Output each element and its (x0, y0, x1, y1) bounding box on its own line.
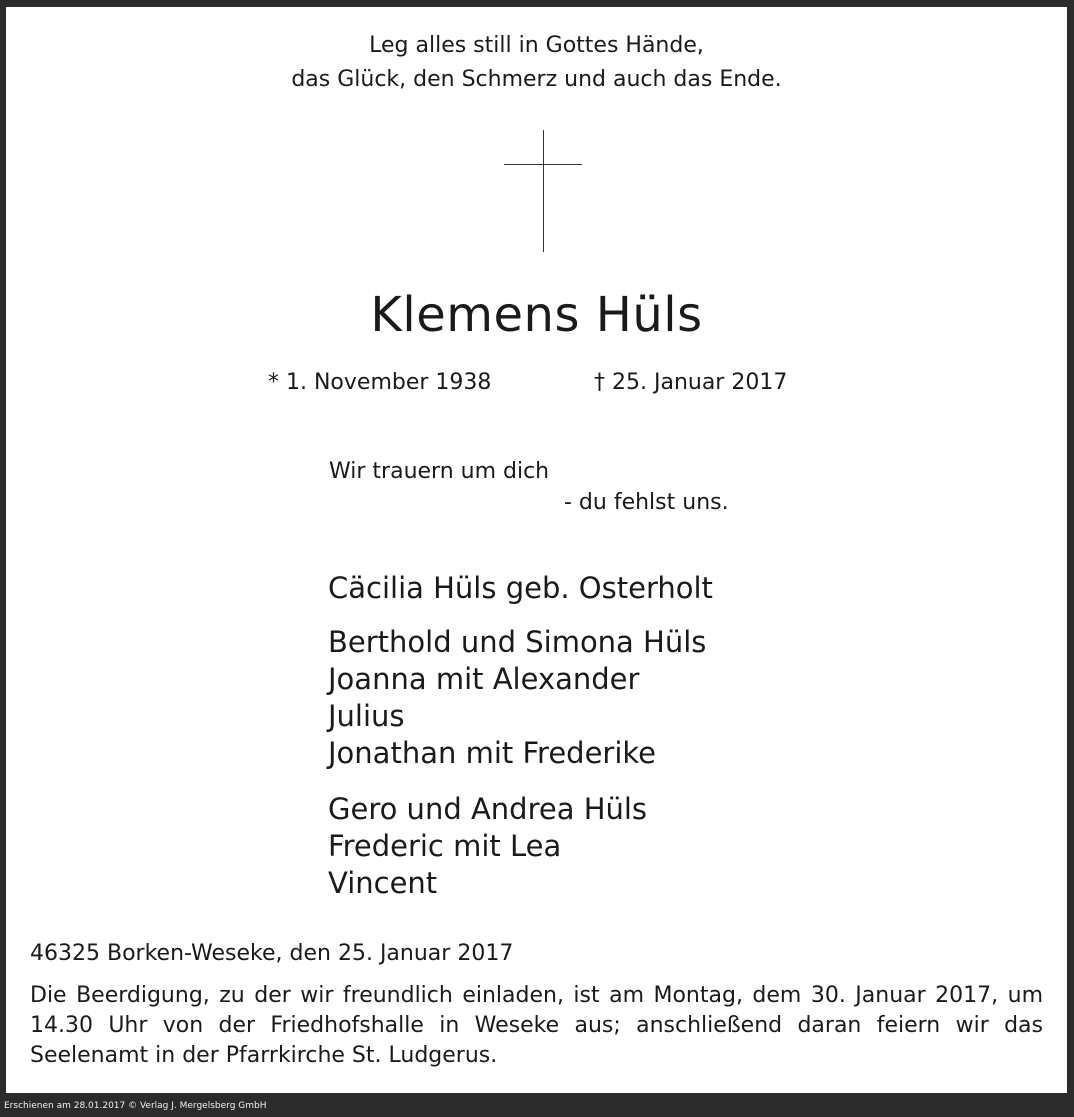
family-member: Joanna mit Alexander (328, 662, 640, 696)
poem-line-1: Leg alles still in Gottes Hände, (369, 33, 704, 58)
death-date: † 25. Januar 2017 (594, 370, 788, 395)
family-member: Jonathan mit Frederike (328, 736, 656, 770)
family-group-berthold (328, 624, 706, 772)
cross-vertical-bar (543, 130, 544, 252)
place-and-date: 46325 Borken-Weseke, den 25. Januar 2017 (30, 941, 514, 966)
publication-footer: Erschienen am 28.01.2017 © Verlag J. Mergelsberg GmbH (4, 1101, 267, 1111)
funeral-notice: Die Beerdigung, zu der wir freundlich einladen, ist am Montag, dem 30. Januar 2017, um 14.30 Uhr von der Friedhofshalle in Weseke aus; anschließend daran feiern wir das Seelenamt in der Pfarrkirche St. Ludgerus. (30, 983, 1043, 1068)
family-member: Vincent (328, 866, 438, 900)
family-member: Cäcilia Hüls geb. Osterholt (328, 571, 713, 605)
birth-date: * 1. November 1938 (268, 370, 492, 395)
deceased-name: Klemens Hüls (370, 287, 703, 343)
family-member: Frederic mit Lea (328, 829, 562, 863)
family-group-spouse (328, 570, 713, 607)
cross-horizontal-bar (504, 164, 582, 165)
family-group-gero (328, 791, 647, 902)
family-member: Gero und Andrea Hüls (328, 792, 648, 826)
poem (6, 29, 1067, 97)
family-member: Julius (328, 699, 405, 733)
poem-line-2: das Glück, den Schmerz und auch das Ende. (291, 67, 782, 92)
mourning-line-1: Wir trauern um dich (329, 459, 550, 484)
mourning-line-2: - du fehlst uns. (564, 490, 729, 515)
family-member: Berthold und Simona Hüls (328, 625, 707, 659)
obituary-notice (6, 7, 1067, 1093)
